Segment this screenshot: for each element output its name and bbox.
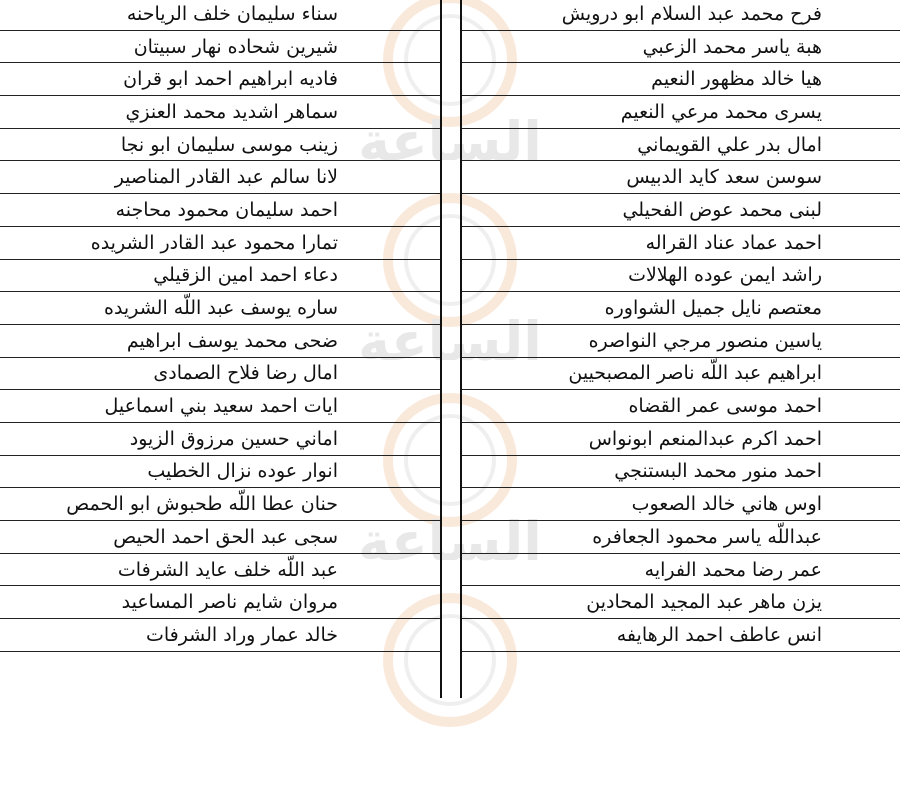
name-row — [0, 390, 440, 423]
name-text: شيرين شحاده نهار سبيتان — [133, 35, 338, 58]
name-text: احمد منور محمد البستنجي — [614, 460, 822, 483]
name-row — [462, 390, 900, 423]
left-names-column — [0, 0, 442, 698]
name-row — [462, 96, 900, 129]
name-row — [462, 292, 900, 325]
name-row — [0, 586, 440, 619]
name-text: معتصم نايل جميل الشواوره — [604, 297, 822, 320]
right-names-column — [460, 0, 900, 698]
name-text: ساره يوسف عبد اللّه الشريده — [104, 297, 338, 320]
name-row — [0, 161, 440, 194]
name-row — [0, 423, 440, 456]
name-text: انوار عوده نزال الخطيب — [147, 460, 338, 483]
name-row — [0, 260, 440, 293]
name-text: احمد اكرم عبدالمنعم ابونواس — [588, 427, 822, 450]
name-row — [462, 31, 900, 64]
name-row — [0, 619, 440, 652]
name-row — [0, 358, 440, 391]
name-row — [0, 96, 440, 129]
name-text: احمد موسى عمر القضاه — [628, 395, 822, 418]
name-text: يزن ماهر عبد المجيد المحادين — [586, 591, 822, 614]
name-text: فرح محمد عبد السلام ابو درويش — [561, 2, 822, 25]
name-row — [462, 260, 900, 293]
name-text: امال رضا فلاح الصمادى — [153, 362, 338, 385]
name-row — [462, 0, 900, 31]
name-row — [462, 456, 900, 489]
name-row — [0, 31, 440, 64]
name-row — [0, 325, 440, 358]
name-text: راشد ايمن عوده الهلالات — [628, 264, 822, 287]
name-text: لبنى محمد عوض الفحيلي — [622, 198, 822, 221]
name-row — [462, 63, 900, 96]
name-row — [462, 586, 900, 619]
name-row — [462, 325, 900, 358]
svg-text:الساعة: الساعة — [358, 510, 542, 573]
name-text: ياسين منصور مرجي النواصره — [588, 329, 822, 352]
name-text: مروان شايم ناصر المساعيد — [121, 591, 338, 614]
name-text: فاديه ابراهيم احمد ابو قران — [123, 68, 338, 91]
name-row — [462, 194, 900, 227]
name-text: هبة ياسر محمد الزعبي — [642, 35, 822, 58]
name-row — [462, 161, 900, 194]
name-row — [0, 63, 440, 96]
name-text: ضحى محمد يوسف ابراهيم — [126, 329, 338, 352]
name-text: تمارا محمود عبد القادر الشريده — [90, 231, 338, 254]
name-row — [0, 488, 440, 521]
name-text: ايات احمد سعيد بني اسماعيل — [104, 395, 338, 418]
name-row — [462, 227, 900, 260]
name-text: اوس هاني خالد الصعوب — [631, 493, 822, 516]
name-text: لانا سالم عبد القادر المناصير — [114, 166, 338, 189]
name-text: خالد عمار وراد الشرفات — [145, 623, 338, 646]
name-row — [0, 0, 440, 31]
name-text: حنان عطا اللّه طحبوش ابو الحمص — [66, 493, 338, 516]
name-row — [0, 227, 440, 260]
name-row — [462, 423, 900, 456]
name-text: عمر رضا محمد الفرايه — [644, 558, 822, 581]
name-text: سماهر اشديد محمد العنزي — [125, 100, 338, 123]
name-row — [0, 194, 440, 227]
name-row — [462, 521, 900, 554]
name-text: دعاء احمد امين الزقيلي — [153, 264, 338, 287]
name-row — [0, 456, 440, 489]
name-row — [462, 554, 900, 587]
name-row — [0, 554, 440, 587]
name-text: ابراهيم عبد اللّه ناصر المصبحيين — [568, 362, 822, 385]
name-row — [0, 292, 440, 325]
name-row — [462, 129, 900, 162]
name-row — [462, 619, 900, 652]
svg-text:الساعة: الساعة — [358, 110, 542, 173]
name-text: امال بدر علي القويماني — [637, 133, 822, 156]
name-text: هيا خالد مظهور النعيم — [651, 68, 822, 91]
name-text: احمد عماد عناد القراله — [645, 231, 822, 254]
svg-text:الساعة: الساعة — [358, 310, 542, 373]
name-row — [0, 129, 440, 162]
name-text: عبداللّه ياسر محمود الجعافره — [592, 525, 822, 548]
name-row — [462, 358, 900, 391]
name-row — [0, 521, 440, 554]
name-text: انس عاطف احمد الرهايفه — [616, 623, 822, 646]
name-text: سوسن سعد كايد الدبيس — [626, 166, 822, 189]
name-text: سناء سليمان خلف الرياحنه — [126, 2, 338, 25]
name-text: اماني حسين مرزوق الزيود — [129, 427, 338, 450]
name-row — [462, 488, 900, 521]
name-text: احمد سليمان محمود محاجنه — [115, 198, 338, 221]
name-text: يسرى محمد مرعي النعيم — [620, 100, 822, 123]
name-text: عبد اللّه خلف عايد الشرفات — [117, 558, 338, 581]
name-text: زينب موسى سليمان ابو نجا — [120, 133, 338, 156]
name-text: سجى عبد الحق احمد الحيص — [113, 525, 338, 548]
